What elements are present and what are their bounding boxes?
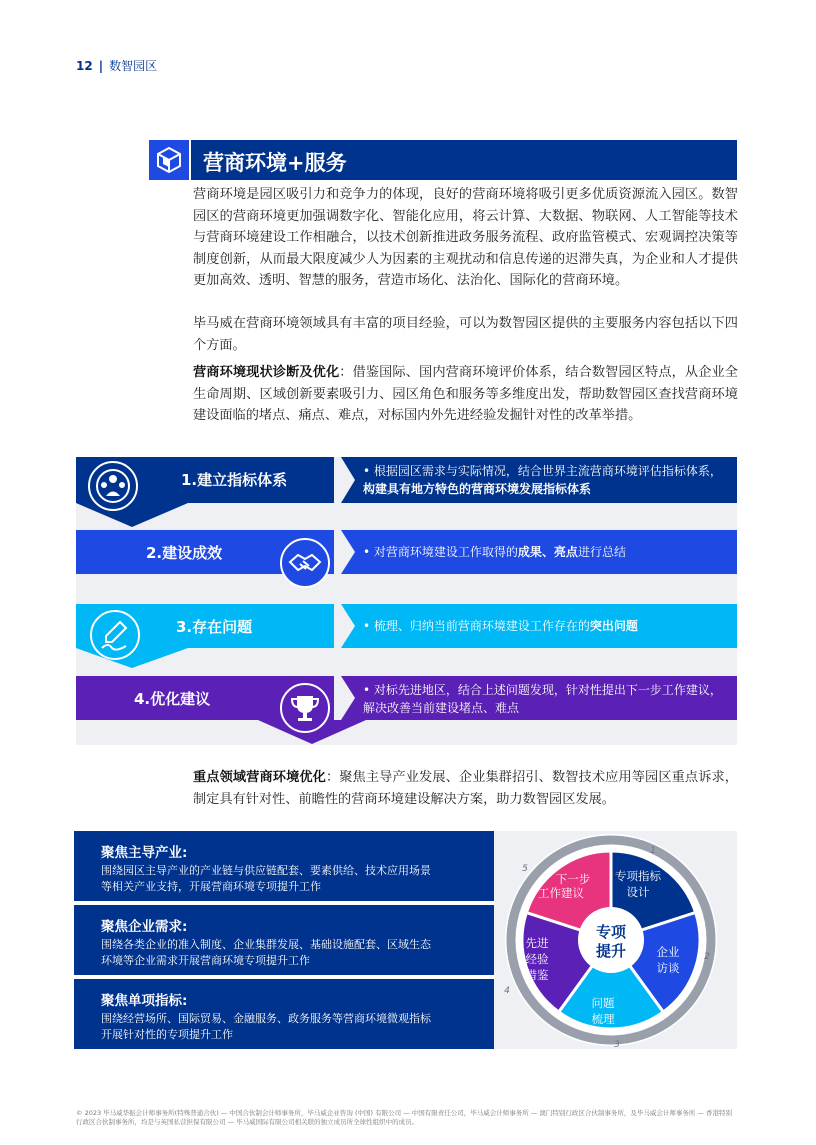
cube-icon bbox=[149, 140, 189, 180]
focus-text: ：聚焦主导产业发展、企业集群招引、数智技术应用等园区重点诉求，制定具有针对性、前瞻性的营商环境建设解决方案，助力数智园区发展。 bbox=[193, 770, 738, 807]
trophy-icon bbox=[280, 683, 330, 733]
focus-box-desc: 围绕经营场所、国际贸易、金融服务、政务服务等营商环境微观指标开展针对性的专项提升工作 bbox=[101, 1012, 431, 1041]
section-title-bar bbox=[191, 140, 737, 180]
focus-paragraph bbox=[193, 767, 738, 810]
segment-label: 工作建议 bbox=[538, 886, 584, 900]
step-1-description bbox=[341, 457, 737, 503]
step-3-label: 3.存在问题 bbox=[176, 618, 253, 636]
section-title: 营商环境+服务 bbox=[203, 151, 347, 175]
step-4-description bbox=[341, 676, 737, 720]
segment-label: 访谈 bbox=[656, 961, 680, 975]
segment-label: 下一步 bbox=[555, 872, 591, 886]
diagnosis-heading: 营商环境现状诊断及优化 bbox=[193, 365, 340, 380]
focus-box-enterprise bbox=[74, 905, 514, 975]
step-2-bullet: • bbox=[363, 545, 371, 559]
step-2-label: 2.建设成效 bbox=[146, 544, 223, 562]
step-1-text-bold: 构建具有地方特色的营商环境发展指标体系 bbox=[363, 482, 592, 496]
step-2-text: 对营商环境建设工作取得的 bbox=[373, 545, 518, 559]
segment-number: 1 bbox=[650, 846, 656, 856]
focus-box-heading: 聚焦企业需求: bbox=[101, 919, 188, 935]
handshake-icon bbox=[280, 538, 330, 588]
diagnosis-text: ：借鉴国际、国内营商环境评价体系，结合数智园区特点，从企业全生命周期、区域创新要素吸引力、园区角色和服务等多维度出发，帮助数智园区查找营商环境建设面临的堵点、痛点、难点，对标国内外先进经验发掘针对性的改革举措。 bbox=[193, 365, 738, 423]
ring-center-line2: 提升 bbox=[595, 942, 627, 960]
copyright-footer: © 2023 毕马威华振会计师事务所(特殊普通合伙) — 中国合伙制会计师事务所，毕马威企业咨询 (中国) 有限公司 — 中国有限责任公司，毕马威会计师事务所 — 澳门特别行政区合伙制事务所，及毕马威会计师事务所 — 香港特别行政区合伙制事务所，均是与英国私营担保有限公司 — 毕马威国际有限公司相关联的独立成员所全球性组织中的成员。 bbox=[76, 1109, 732, 1126]
step-4-label: 4.优化建议 bbox=[134, 690, 211, 708]
focus-box-heading: 聚焦主导产业: bbox=[101, 845, 188, 861]
step-4-bullet: • bbox=[363, 683, 371, 697]
step-3-text-bold: 突出问题 bbox=[589, 619, 638, 633]
section-name: 数智园区 bbox=[109, 59, 158, 73]
step-1-label: 1.建立指标体系 bbox=[181, 471, 288, 489]
segment-label: 企业 bbox=[656, 945, 680, 959]
page-header bbox=[76, 57, 157, 74]
team-icon bbox=[88, 461, 138, 511]
page-number: 12 bbox=[76, 59, 93, 73]
focus-box-desc: 围绕各类企业的准入制度、企业集群发展、基础设施配套、区域生态环境等企业需求开展营商环境专项提升工作 bbox=[101, 938, 431, 967]
segment-label: 专项指标 bbox=[615, 869, 661, 883]
segment-number: 3 bbox=[614, 1040, 620, 1049]
step-1-text: 根据园区需求与实际情况，结合世界主流营商环境评估指标体系， bbox=[373, 464, 722, 478]
segment-label: 问题 bbox=[591, 996, 615, 1010]
step-1-bullet: • bbox=[363, 464, 371, 478]
step-2-text-end: 进行总结 bbox=[577, 545, 626, 559]
segment-number: 2 bbox=[704, 952, 710, 962]
focus-box-indicator bbox=[74, 979, 514, 1049]
step-3-text: 梳理、归纳当前营商环境建设工作存在的 bbox=[373, 619, 590, 633]
signature-pen-icon bbox=[90, 610, 140, 660]
segment-number: 5 bbox=[522, 864, 528, 874]
intro-paragraph: 营商环境是园区吸引力和竞争力的体现，良好的营商环境将吸引更多优质资源流入园区。数智园区的营商环境更加强调数字化、智能化应用，将云计算、大数据、物联网、人工智能等技术与营商环境建设工作相融合，以技术创新推进政务服务流程、政府监管模式、宏观调控决策等制度创新，从而最大限度减少人为因素的主观扰动和信息传递的迟滞失真，为企业和人才提供更加高效、透明、智慧的服务，营造市场化、法治化、国际化的营商环境。 bbox=[193, 187, 738, 288]
header-separator: | bbox=[98, 59, 104, 73]
step-2-description bbox=[341, 530, 737, 574]
segment-label: 设计 bbox=[626, 885, 650, 899]
focus-box-heading: 聚焦单项指标: bbox=[101, 993, 188, 1009]
step-2-text-bold: 成果、亮点 bbox=[517, 545, 578, 559]
focus-box-desc: 围绕园区主导产业的产业链与供应链配套、要素供给、技术应用场景等相关产业支持，开展营商环境专项提升工作 bbox=[101, 864, 431, 893]
diagnosis-paragraph bbox=[193, 362, 738, 427]
focus-heading: 重点领域营商环境优化 bbox=[193, 770, 326, 785]
segment-label: 借鉴 bbox=[525, 968, 549, 982]
segment-label: 先进 bbox=[525, 936, 549, 950]
segment-label: 梳理 bbox=[591, 1012, 615, 1026]
improvement-cycle-diagram bbox=[485, 831, 737, 1049]
step-3-bullet: • bbox=[363, 619, 371, 633]
step-4-text: 对标先进地区，结合上述问题发现，针对性提出下一步工作建议，解决改善当前建设堵点、难点 bbox=[363, 683, 722, 715]
segment-label: 经验 bbox=[525, 952, 549, 966]
step-3-description bbox=[341, 604, 737, 648]
segment-number: 4 bbox=[504, 986, 510, 996]
ring-center-line1: 专项 bbox=[595, 923, 627, 941]
focus-box-industry bbox=[74, 831, 514, 901]
kpmg-experience-paragraph: 毕马威在营商环境领域具有丰富的项目经验，可以为数智园区提供的主要服务内容包括以下四个方面。 bbox=[193, 316, 738, 353]
